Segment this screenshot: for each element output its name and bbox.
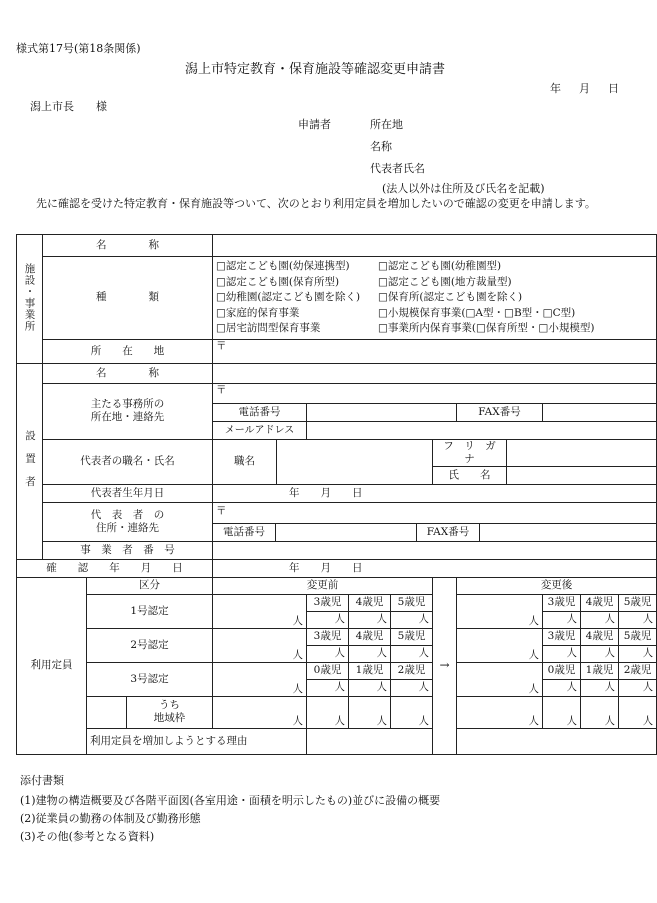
age-label: 2歳児 [391,662,433,679]
applicant-label: 申請者 [298,118,331,131]
age-label: 0歳児 [543,662,581,679]
cert-1-before-total[interactable]: 人 [213,594,307,628]
date-year: 年 [550,82,561,95]
rep-title-name-label: 代表者の職名・氏名 [43,439,213,484]
before-label: 変更前 [213,577,433,594]
rep-address-field [213,502,657,541]
cert-3-before-total[interactable]: 人 [213,662,307,696]
type-option[interactable]: □居宅訪問型保育事業 [216,322,321,334]
rep-fax-label: FAX番号 [417,524,480,541]
establisher-name-label: 名 称 [43,363,213,383]
intro-paragraph: 先に確認を受けた特定教育・保育施設等ついて、次のとおり利用定員を増加したいので確認の変更を申請します。 [36,197,596,210]
office-fax-field[interactable] [543,403,657,421]
age-count-field[interactable]: 人 [619,696,657,728]
furigana-label: フ リ ガ ナ [433,439,507,466]
type-option[interactable]: □認定こども園(幼保連携型) [216,260,350,272]
age-label: 3歳児 [543,628,581,645]
furigana-field[interactable] [507,439,657,466]
age-label: 4歳児 [581,594,619,611]
business-number-field[interactable] [213,541,657,559]
age-label: 0歳児 [307,662,349,679]
age-label: 4歳児 [581,628,619,645]
applicant-name-label: 名称 [370,140,392,153]
age-label: 5歳児 [619,594,657,611]
age-count-field[interactable]: 人 [581,611,619,628]
applicant-note: (法人以外は住所及び氏名を記載) [382,182,545,195]
confirm-date-label: 確 認 年 月 日 [17,559,213,577]
age-label: 2歳児 [619,662,657,679]
age-count-field[interactable]: 人 [307,696,349,728]
office-email-field[interactable] [307,421,657,439]
facility-type-label: 種 類 [43,257,213,340]
type-option[interactable]: □幼稚園(認定こども園を除く) [216,291,361,303]
office-postal-field[interactable]: 〒 [213,383,657,403]
kubun-label: 区分 [87,577,213,594]
facility-address-field[interactable]: 〒 [213,339,657,363]
office-fax-label: FAX番号 [457,403,543,421]
rep-address-label: 代 表 者 の 住所・連絡先 [43,502,213,541]
facility-group-label: 施設・事業所 [17,235,43,364]
type-option[interactable]: □小規模保育事業(□A型・□B型・□C型) [378,306,576,319]
age-label: 5歳児 [391,594,433,611]
age-count-field[interactable]: 人 [349,611,391,628]
rep-birth-field[interactable]: 年 月 日 [213,484,657,502]
office-email-label: メールアドレス [213,421,307,439]
age-count-field[interactable]: 人 [349,645,391,662]
age-count-field[interactable]: 人 [391,679,433,696]
capacity-group-label: 利用定員 [17,577,87,754]
age-count-field[interactable]: 人 [619,611,657,628]
office-tel-label: 電話番号 [213,403,307,421]
type-option[interactable]: □認定こども園(地方裁量型) [378,275,512,288]
confirm-date-field[interactable]: 年 月 日 [213,559,657,577]
type-option[interactable]: □家庭的保育事業 [216,306,300,319]
rep-title-field[interactable] [277,439,433,484]
age-label: 3歳児 [307,594,349,611]
age-count-field[interactable]: 人 [391,696,433,728]
type-option[interactable]: □認定こども園(幼稚園型) [378,260,502,272]
age-label: 5歳児 [391,628,433,645]
age-count-field[interactable]: 人 [307,611,349,628]
regional-after-total[interactable]: 人 [457,696,543,728]
age-label: 1歳児 [349,662,391,679]
type-option[interactable]: □保育所(認定こども園を除く) [378,291,523,303]
attachment-item: (3)その他(参考となる資料) [20,830,155,843]
rep-postal-field[interactable]: 〒 [213,503,656,524]
rep-name-field[interactable] [507,466,657,484]
office-label: 主たる事務所の 所在地・連絡先 [43,383,213,439]
facility-address-label: 所 在 地 [43,339,213,363]
rep-birth-label: 代表者生年月日 [43,484,213,502]
change-arrow: → [433,577,457,754]
facility-name-label: 名 称 [43,235,213,257]
cert-2-after-total[interactable]: 人 [457,628,543,662]
form-number: 様式第17号(第18条関係) [16,42,141,55]
rep-title-label: 職名 [213,439,277,484]
reason-field[interactable] [307,728,657,754]
age-count-field[interactable]: 人 [543,645,581,662]
age-label: 4歳児 [349,594,391,611]
age-count-field[interactable]: 人 [391,645,433,662]
cert-3-label: 3号認定 [87,662,213,696]
applicant-rep-label: 代表者氏名 [370,162,425,175]
age-count-field[interactable]: 人 [307,645,349,662]
office-tel-field[interactable] [307,403,457,421]
facility-type-options [213,257,657,340]
cert-2-label: 2号認定 [87,628,213,662]
age-count-field[interactable]: 人 [543,696,581,728]
age-count-field[interactable]: 人 [581,696,619,728]
establisher-name-field[interactable] [213,363,657,383]
type-option[interactable]: □事業所内保育事業(□保育所型・□小規模型) [378,322,595,334]
facility-name-field[interactable] [213,235,657,257]
rep-tel-field[interactable] [276,524,417,541]
establisher-group-label: 設 置 者 [17,363,43,559]
rep-name-label: 氏 名 [433,466,507,484]
date-day: 日 [608,82,619,95]
attachments-title: 添付書類 [20,774,64,787]
regional-quota-label: うち 地域枠 [127,696,213,728]
age-label: 3歳児 [307,628,349,645]
age-label: 1歳児 [581,662,619,679]
rep-fax-field[interactable] [480,524,656,541]
age-label: 3歳児 [543,594,581,611]
cert-2-before-total[interactable]: 人 [213,628,307,662]
addressee: 潟上市長 様 [30,100,107,113]
cert-3-after-total[interactable]: 人 [457,662,543,696]
attachment-item: (2)従業員の勤務の体制及び勤務形態 [20,812,201,825]
cert-1-after-total[interactable]: 人 [457,594,543,628]
attachment-item: (1)建物の構造概要及び各階平面図(各室用途・面積を明示したもの)並びに設備の概要 [20,794,441,807]
age-count-field[interactable]: 人 [543,611,581,628]
age-count-field[interactable]: 人 [349,679,391,696]
application-form-table [16,234,657,755]
age-count-field[interactable]: 人 [349,696,391,728]
document-title: 潟上市特定教育・保育施設等確認変更申請書 [184,62,445,77]
date-month: 月 [579,82,590,95]
age-count-field[interactable]: 人 [619,645,657,662]
age-count-field[interactable]: 人 [391,611,433,628]
rep-tel-label: 電話番号 [213,524,276,541]
age-count-field[interactable]: 人 [619,679,657,696]
age-count-field[interactable]: 人 [581,679,619,696]
business-number-label: 事 業 者 番 号 [43,541,213,559]
cert-1-label: 1号認定 [87,594,213,628]
age-count-field[interactable]: 人 [581,645,619,662]
after-label: 変更後 [457,577,657,594]
regional-before-total[interactable]: 人 [213,696,307,728]
type-option[interactable]: □認定こども園(保育所型) [216,275,340,288]
reason-label: 利用定員を増加しようとする理由 [87,728,307,754]
age-label: 4歳児 [349,628,391,645]
age-count-field[interactable]: 人 [307,679,349,696]
applicant-address-label: 所在地 [370,118,403,131]
age-count-field[interactable]: 人 [543,679,581,696]
application-date [532,80,619,96]
regional-spacer [87,696,127,728]
age-label: 5歳児 [619,628,657,645]
